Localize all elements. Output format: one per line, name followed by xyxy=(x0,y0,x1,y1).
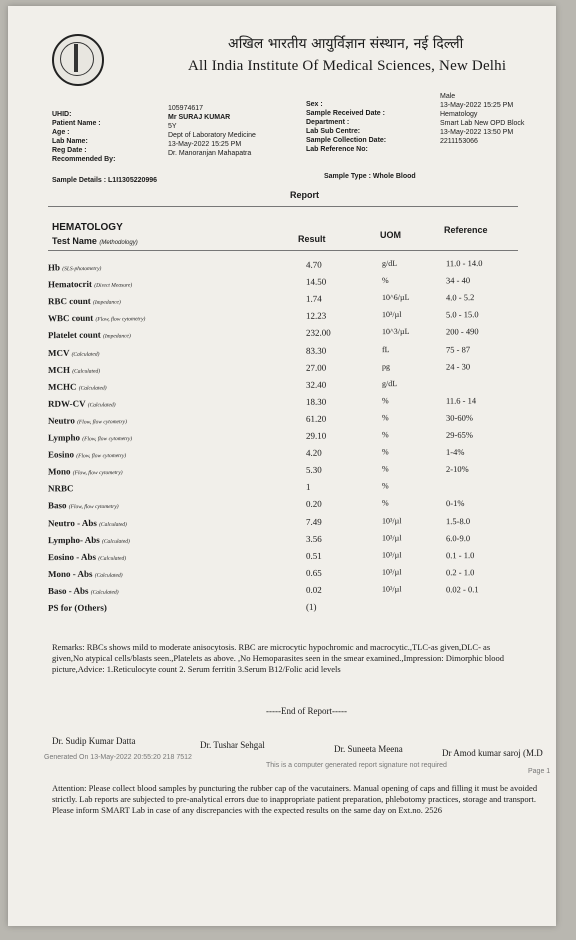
test-name: Neutro (Flow, flow cytometry) xyxy=(47,415,127,426)
test-name: WBC count (Flow, flow cytometry) xyxy=(47,313,146,324)
test-result: 4.70 xyxy=(305,259,322,270)
sample-collection: 13-May-2022 13:50 PM xyxy=(440,129,514,136)
test-result: (1) xyxy=(305,601,317,612)
test-reference: 0.1 - 1.0 xyxy=(445,549,475,560)
test-reference: 34 - 40 xyxy=(445,275,471,286)
divider xyxy=(48,206,518,207)
hindi-title: अखिल भारतीय आयुर्विज्ञान संस्थान, नई दिल्ली xyxy=(228,36,464,52)
col-result: Result xyxy=(298,234,326,244)
test-uom: % xyxy=(381,276,389,286)
test-result: 32.40 xyxy=(305,379,327,390)
page-number: Page 1 xyxy=(528,768,551,775)
uhid: 105974617 xyxy=(168,105,204,112)
test-result: 27.00 xyxy=(305,362,327,373)
test-reference: 1-4% xyxy=(445,446,465,458)
col-test-name: Test Name (Methodology) xyxy=(52,236,138,246)
section-title: HEMATOLOGY xyxy=(52,222,123,233)
test-uom: pg xyxy=(381,361,391,371)
test-result: 7.49 xyxy=(305,516,322,527)
test-name: Mono - Abs (Calculated) xyxy=(47,568,123,579)
test-uom: 10³/µl xyxy=(381,584,402,594)
test-name: MCH (Calculated) xyxy=(47,364,101,375)
test-name: Baso (Flow, flow cytometry) xyxy=(47,500,119,511)
test-uom: % xyxy=(381,498,389,508)
test-uom: 10³/µl xyxy=(381,550,402,560)
test-name: MCHC (Calculated) xyxy=(47,381,107,392)
lab-sub-centre: Smart Lab New OPD Block xyxy=(440,120,525,127)
sample-details: Sample Details : L1I1305220996 xyxy=(52,177,158,184)
test-reference: 29-65% xyxy=(445,429,473,440)
test-reference: 24 - 30 xyxy=(445,361,471,372)
test-result: 29.10 xyxy=(305,430,327,441)
test-name: RDW-CV (Calculated) xyxy=(47,398,116,409)
test-reference: 11.0 - 14.0 xyxy=(445,257,483,269)
lab-name: Dept of Laboratory Medicine xyxy=(168,132,256,139)
lab-report-page xyxy=(8,6,556,926)
attention-note: Attention: Please collect blood samples by puncturing the rubber cap of the vacutainers. Manual opening of caps and filling it must be avoided strictly. Lab reports are subjected to pre-analytical errors due to inappropriate patient preparation, phlebotomy practices, storage and transport. Please inform SMART Lab in case of any discrepancies with the expected results on the same day on Ext.no. 2526 xyxy=(52,783,538,815)
test-result: 4.20 xyxy=(305,447,322,458)
test-reference: 5.0 - 15.0 xyxy=(445,309,479,320)
test-name: Eosino (Flow, flow cytometry) xyxy=(47,449,127,460)
test-uom: % xyxy=(381,395,389,406)
signature-3: Dr. Suneeta Meena xyxy=(334,744,403,754)
department: Hematology xyxy=(440,111,478,118)
test-reference: 4.0 - 5.2 xyxy=(445,292,475,303)
meta-values-left xyxy=(168,104,256,158)
test-uom: % xyxy=(381,464,389,474)
table-row xyxy=(48,515,518,534)
test-result: 232.00 xyxy=(305,327,331,339)
test-name: Hematocrit (Direct Measure) xyxy=(47,279,133,290)
test-result: 1 xyxy=(305,482,311,493)
test-result: 83.30 xyxy=(305,345,327,356)
sex: Male xyxy=(440,93,456,100)
age: 5Y xyxy=(168,123,177,130)
reg-date: 13-May-2022 15:25 PM xyxy=(168,141,242,148)
test-name: Platelet count (Impedance) xyxy=(47,330,131,341)
table-row xyxy=(48,550,518,569)
test-result: 0.65 xyxy=(305,567,322,578)
test-result: 0.20 xyxy=(305,499,322,510)
test-result: 5.30 xyxy=(305,464,322,476)
test-uom: % xyxy=(381,430,389,440)
signature-2: Dr. Tushar Sehgal xyxy=(200,740,265,750)
table-row xyxy=(48,567,518,586)
test-uom: g/dL xyxy=(381,258,398,268)
lab-reference: 2211153066 xyxy=(440,138,478,145)
generated-on: Generated On 13-May-2022 20:55:20 218 7512 xyxy=(44,754,192,761)
test-uom: 10³/µl xyxy=(381,310,402,320)
test-reference: 200 - 490 xyxy=(445,326,479,337)
test-reference: 0.02 - 0.1 xyxy=(445,584,479,595)
remarks: Remarks: RBCs shows mild to moderate anisocytosis. RBC are microcytic hypochromic and macrocytic.,TLC-as given,DLC- as given,No atypical cells/blasts seen.,Platelets as above. ,No Hemoparasites seen in the smear examined.,Impression: Dimorphic blood picture,Advice: 1.Reticulocyte count 2. Serum ferritin 3.Serum B12/Folic acid levels xyxy=(52,642,505,674)
test-name: Eosino - Abs (Calculated) xyxy=(47,551,127,562)
test-name: Hb (SLS-photometry) xyxy=(47,262,102,273)
test-name: RBC count (Impedance) xyxy=(47,296,121,307)
test-result: 0.02 xyxy=(305,584,322,595)
test-result: 14.50 xyxy=(305,276,327,287)
test-uom: % xyxy=(381,413,389,423)
test-result: 3.56 xyxy=(305,533,322,544)
signature-1: Dr. Sudip Kumar Datta xyxy=(52,736,136,746)
end-of-report: -----End of Report----- xyxy=(266,706,347,716)
table-row xyxy=(48,584,518,603)
test-uom: 10^6/µL xyxy=(381,292,410,303)
aiims-logo xyxy=(52,34,104,86)
divider xyxy=(48,250,518,251)
test-name: PS for (Others) xyxy=(47,602,107,613)
test-name: MCV (Calculated) xyxy=(47,347,100,358)
meta-labels-right: Sex : Sample Received Date : Department : Lab Sub Centre: Sample Collection Date: Lab Reference No: xyxy=(306,101,387,153)
test-uom: g/dL xyxy=(381,378,398,388)
test-result: 18.30 xyxy=(305,396,327,407)
test-result: 12.23 xyxy=(305,310,327,322)
test-result: 61.20 xyxy=(305,413,327,424)
meta-values-right xyxy=(440,92,524,146)
test-name: Mono (Flow, flow cytometry) xyxy=(47,466,123,477)
test-uom: 10³/µl xyxy=(381,567,402,577)
test-name: Lympho (Flow, flow cytometry) xyxy=(47,432,133,443)
computer-generated-note: This is a computer generated report signature not required xyxy=(266,762,447,769)
sample-type: Sample Type : Whole Blood xyxy=(324,173,416,180)
table-row xyxy=(48,498,518,518)
sample-received: 13-May-2022 15:25 PM xyxy=(440,102,514,109)
test-reference: 0.2 - 1.0 xyxy=(445,566,475,578)
test-result: 1.74 xyxy=(305,293,322,304)
test-reference: 2-10% xyxy=(445,464,469,475)
test-uom: 10³/µl xyxy=(381,515,402,525)
test-reference: 75 - 87 xyxy=(445,343,471,355)
institute-title: All India Institute Of Medical Sciences, New Delhi xyxy=(188,58,507,74)
test-name: NRBC xyxy=(47,483,74,494)
col-reference: Reference xyxy=(444,225,488,235)
test-reference: 1.5-8.0 xyxy=(445,515,471,526)
table-row xyxy=(48,601,518,620)
patient-name: Mr SURAJ KUMAR xyxy=(168,114,231,121)
test-uom: fL xyxy=(381,344,390,354)
test-reference: 30-60% xyxy=(445,412,473,423)
recommended-by: Dr. Manoranjan Mahapatra xyxy=(168,150,252,157)
test-name: Lympho- Abs (Calculated) xyxy=(47,534,130,545)
report-heading: Report xyxy=(290,190,319,200)
test-reference: 11.6 - 14 xyxy=(445,395,477,406)
test-name: Neutro - Abs (Calculated) xyxy=(47,517,127,528)
test-uom: 10^3/µL xyxy=(381,327,410,337)
signature-4: Dr Amod kumar saroj (M.D xyxy=(442,748,543,758)
test-reference: 6.0-9.0 xyxy=(445,532,471,543)
test-name: Baso - Abs (Calculated) xyxy=(47,585,119,596)
test-result: 0.51 xyxy=(305,550,322,561)
col-uom: UOM xyxy=(380,230,401,240)
test-uom: % xyxy=(381,481,389,491)
meta-labels-left: UHID: Patient Name : Age : Lab Name: Reg Date : Recommended By: xyxy=(52,111,116,163)
table-row xyxy=(48,532,518,551)
test-reference: 0-1% xyxy=(445,498,465,509)
test-uom: % xyxy=(381,447,389,457)
test-uom: 10³/µl xyxy=(381,533,402,543)
